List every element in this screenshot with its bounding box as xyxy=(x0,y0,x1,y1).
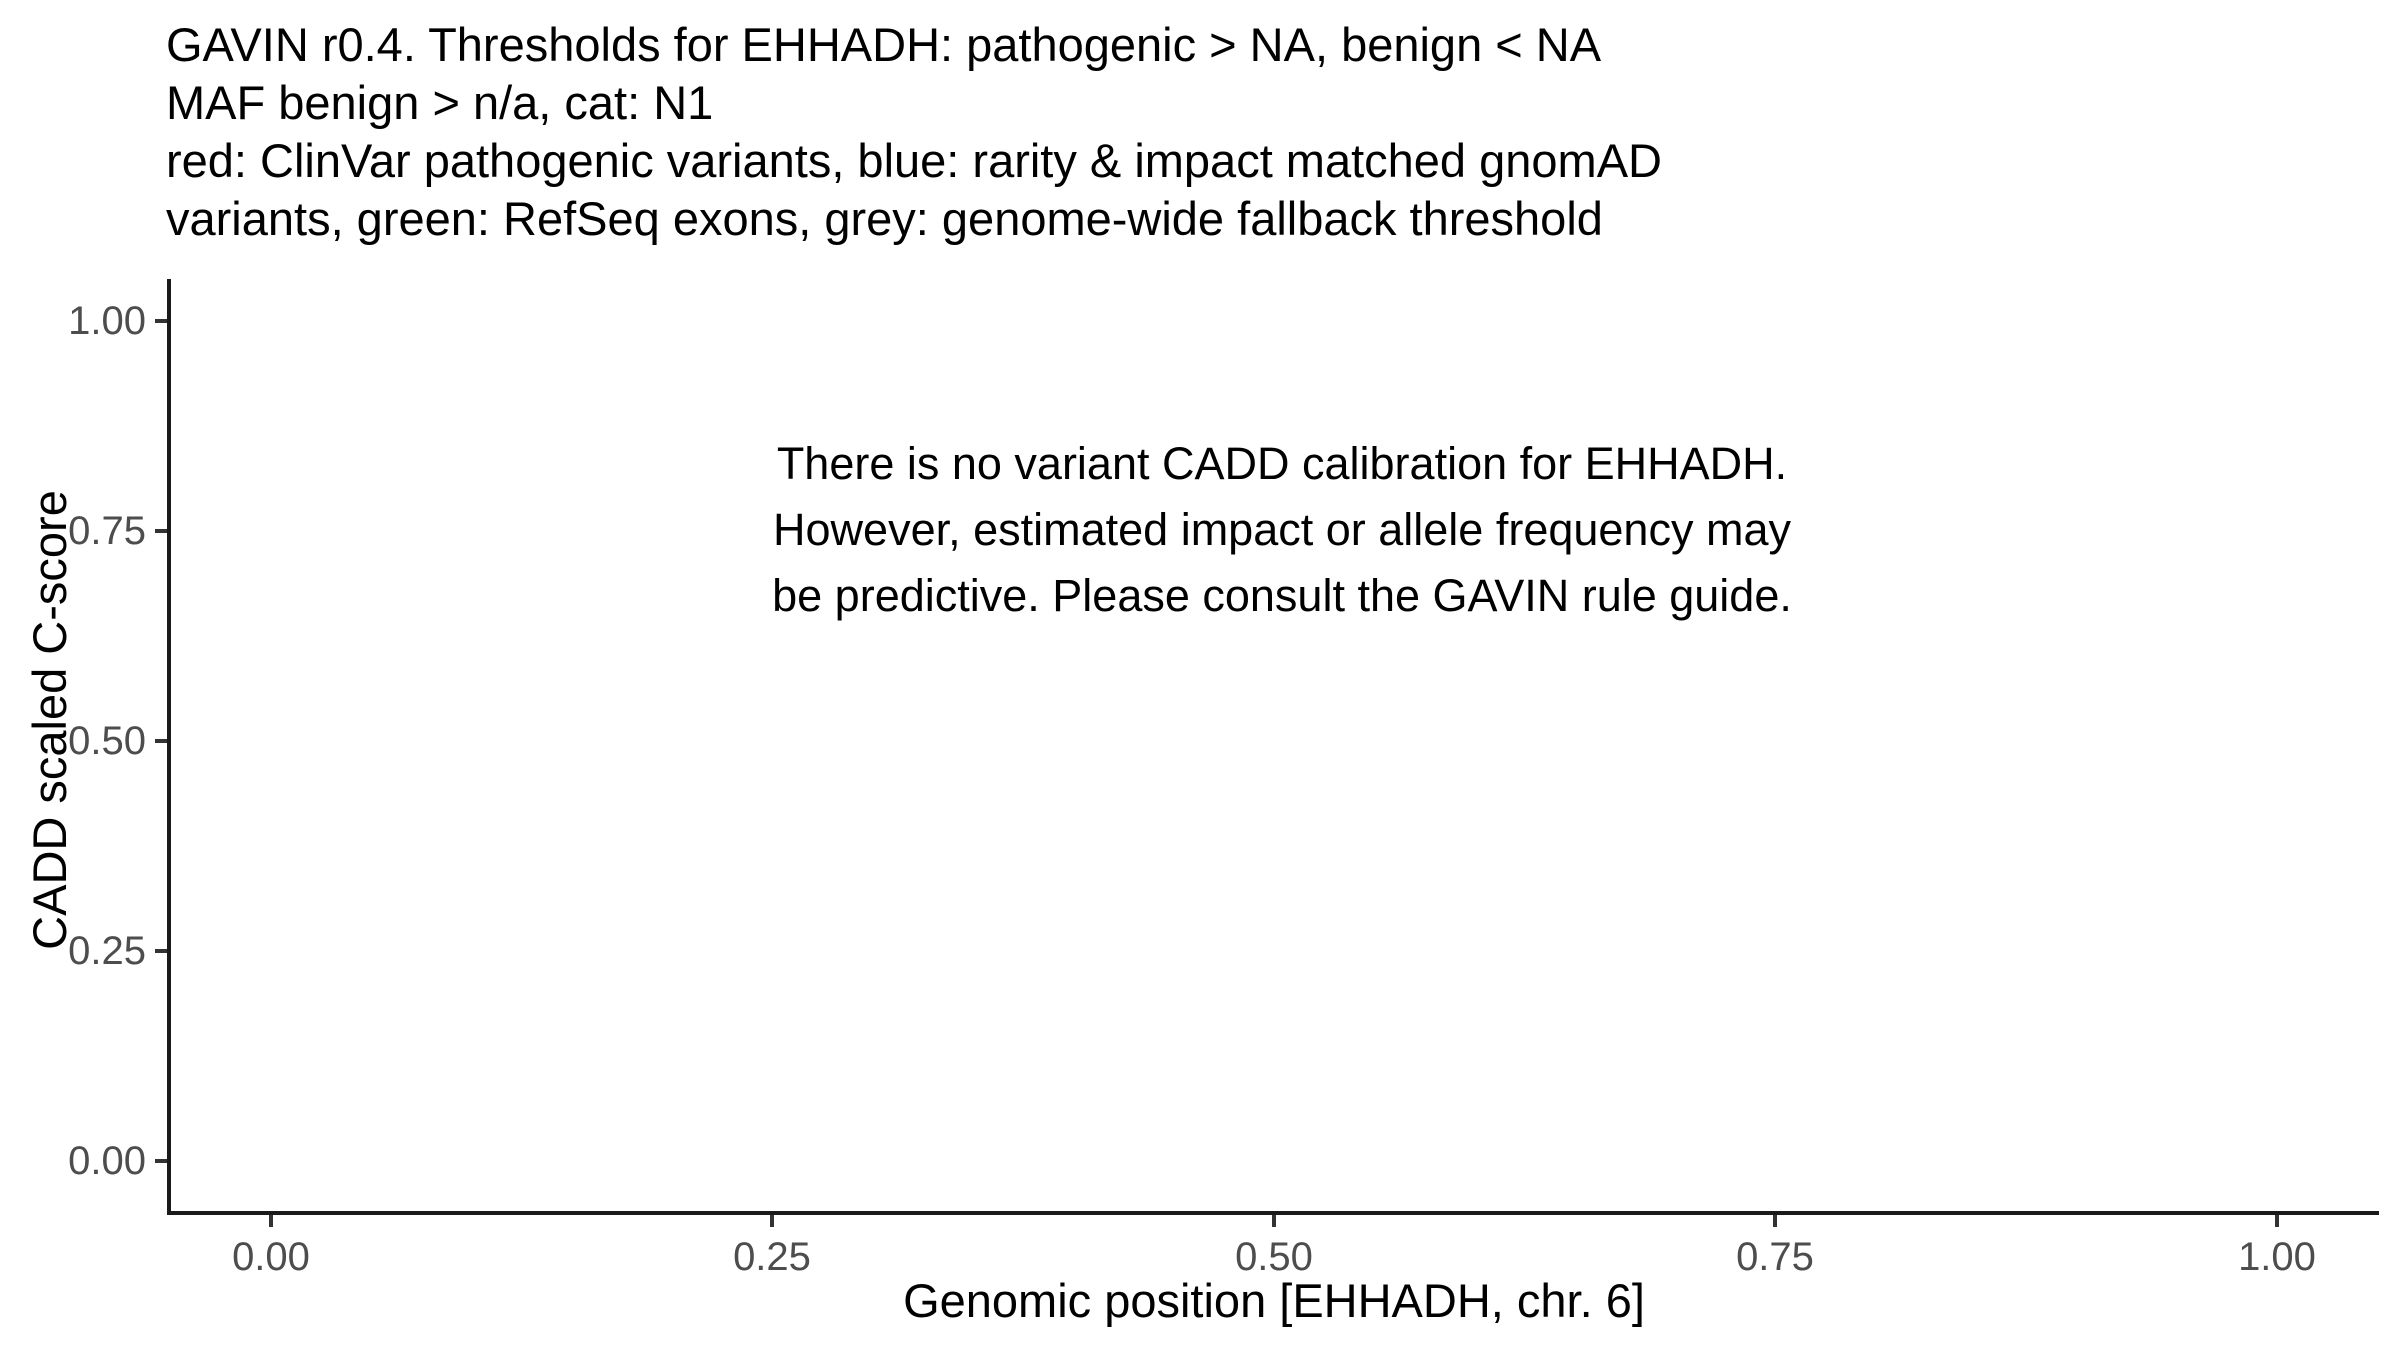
y-tick-mark-0.00 xyxy=(155,1159,167,1163)
y-tick-mark-0.50 xyxy=(155,739,167,743)
chart-title-line-4: variants, green: RefSeq exons, grey: genome-wide fallback threshold xyxy=(166,192,1603,245)
x-tick-label-1.00: 1.00 xyxy=(2238,1235,2316,1279)
y-tick-label-0.25: 0.25 xyxy=(68,929,146,973)
y-tick-label-0.00: 0.00 xyxy=(68,1139,146,1183)
x-tick-mark-1.00 xyxy=(2275,1215,2279,1227)
x-axis-title: Genomic position [EHHADH, chr. 6] xyxy=(903,1274,1645,1327)
x-tick-mark-0.50 xyxy=(1272,1215,1276,1227)
y-tick-mark-1.00 xyxy=(155,319,167,323)
y-axis-line xyxy=(167,279,171,1215)
x-tick-mark-0.00 xyxy=(269,1215,273,1227)
y-axis-title: CADD scaled C-score xyxy=(23,490,76,950)
chart-title-line-1: GAVIN r0.4. Thresholds for EHHADH: pathogenic > NA, benign < NA xyxy=(166,18,1602,71)
x-tick-label-0.00: 0.00 xyxy=(232,1235,310,1279)
x-tick-mark-0.75 xyxy=(1773,1215,1777,1227)
chart-title xyxy=(166,16,1662,248)
x-tick-label-0.75: 0.75 xyxy=(1736,1235,1814,1279)
plot-panel xyxy=(171,279,2377,1215)
x-tick-label-0.50: 0.50 xyxy=(1235,1235,1313,1279)
chart-title-line-3: red: ClinVar pathogenic variants, blue: rarity & impact matched gnomAD xyxy=(166,134,1662,187)
y-tick-mark-0.25 xyxy=(155,949,167,953)
y-tick-label-0.75: 0.75 xyxy=(68,509,146,553)
y-tick-mark-0.75 xyxy=(155,529,167,533)
y-tick-label-0.50: 0.50 xyxy=(68,719,146,763)
x-tick-mark-0.25 xyxy=(770,1215,774,1227)
no-calibration-annotation xyxy=(582,431,1982,629)
annotation-line-1: There is no variant CADD calibration for EHHADH. xyxy=(776,438,1788,489)
x-tick-label-0.25: 0.25 xyxy=(733,1235,811,1279)
annotation-line-3: be predictive. Please consult the GAVIN rule guide. xyxy=(772,570,1792,621)
chart-title-line-2: MAF benign > n/a, cat: N1 xyxy=(166,76,714,129)
annotation-line-2: However, estimated impact or allele frequency may xyxy=(773,504,1791,555)
y-tick-label-1.00: 1.00 xyxy=(68,299,146,343)
